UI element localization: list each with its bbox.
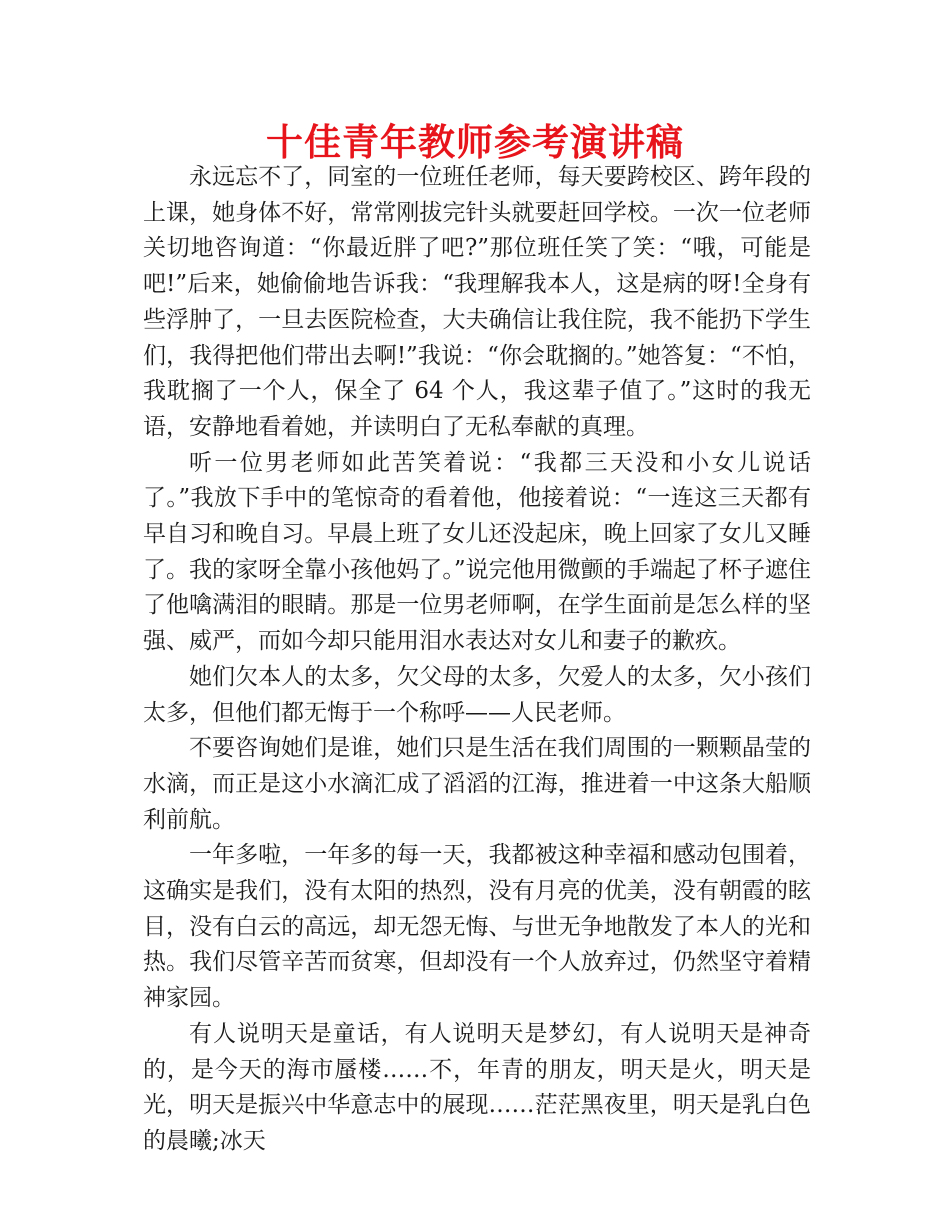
- page-title: 十佳青年教师参考演讲稿: [266, 120, 684, 164]
- paragraph-5: 一年多啦，一年多的每一天，我都被这种幸福和感动包围着，这确实是我们，没有太阳的热烈，没有月亮的优美，没有朝霞的眩目，没有白云的高远，却无怨无悔、与世无争地散发了本人的光和热。我们尽管辛苦而贫寒，但却没有一个人放弃过，仍然坚守着精神家园。: [143, 842, 811, 1012]
- paragraph-4: 不要咨询她们是谁，她们只是生活在我们周围的一颗颗晶莹的水滴，而正是这小水滴汇成了滔滔的江海，推进着一中这条大船顺利前航。: [143, 735, 811, 833]
- document-body: [143, 160, 811, 1160]
- paragraph-6: 有人说明天是童话，有人说明天是梦幻，有人说明天是神奇的，是今天的海市蜃楼……不，年青的朋友，明天是火，明天是光，明天是振兴中华意志中的展现……茫茫黑夜里，明天是乳白色的晨曦;冰天: [143, 1020, 811, 1154]
- paragraph-1: 永远忘不了，同室的一位班任老师，每天要跨校区、跨年段的上课，她身体不好，常常刚拔完针头就要赶回学校。一次一位老师关切地咨询道：“你最近胖了吧?”那位班任笑了笑：“哦，可能是吧!”后来，她偷偷地告诉我：“我理解我本人，这是病的呀!全身有些浮肿了，一旦去医院检查，大夫确信让我住院，我不能扔下学生们，我得把他们带出去啊!”我说：“你会耽搁的。”她答复：“不怕，我耽搁了一个人，保全了 64 个人，我这辈子值了。”这时的我无语，安静地看着她，并读明白了无私奉献的真理。: [143, 164, 811, 440]
- paragraph-3: 她们欠本人的太多，欠父母的太多，欠爱人的太多，欠小孩们太多，但他们都无悔于一个称呼——人民老师。: [143, 663, 811, 726]
- paragraph-2: 听一位男老师如此苦笑着说：“我都三天没和小女儿说话了。”我放下手中的笔惊奇的看着他，他接着说：“一连这三天都有早自习和晚自习。早晨上班了女儿还没起床，晚上回家了女儿又睡了。我的家呀全靠小孩他妈了。”说完他用微颤的手端起了杯子遮住了他噙满泪的眼睛。那是一位男老师啊，在学生面前是怎么样的坚强、威严，而如今却只能用泪水表达对女儿和妻子的歉疚。: [143, 449, 811, 655]
